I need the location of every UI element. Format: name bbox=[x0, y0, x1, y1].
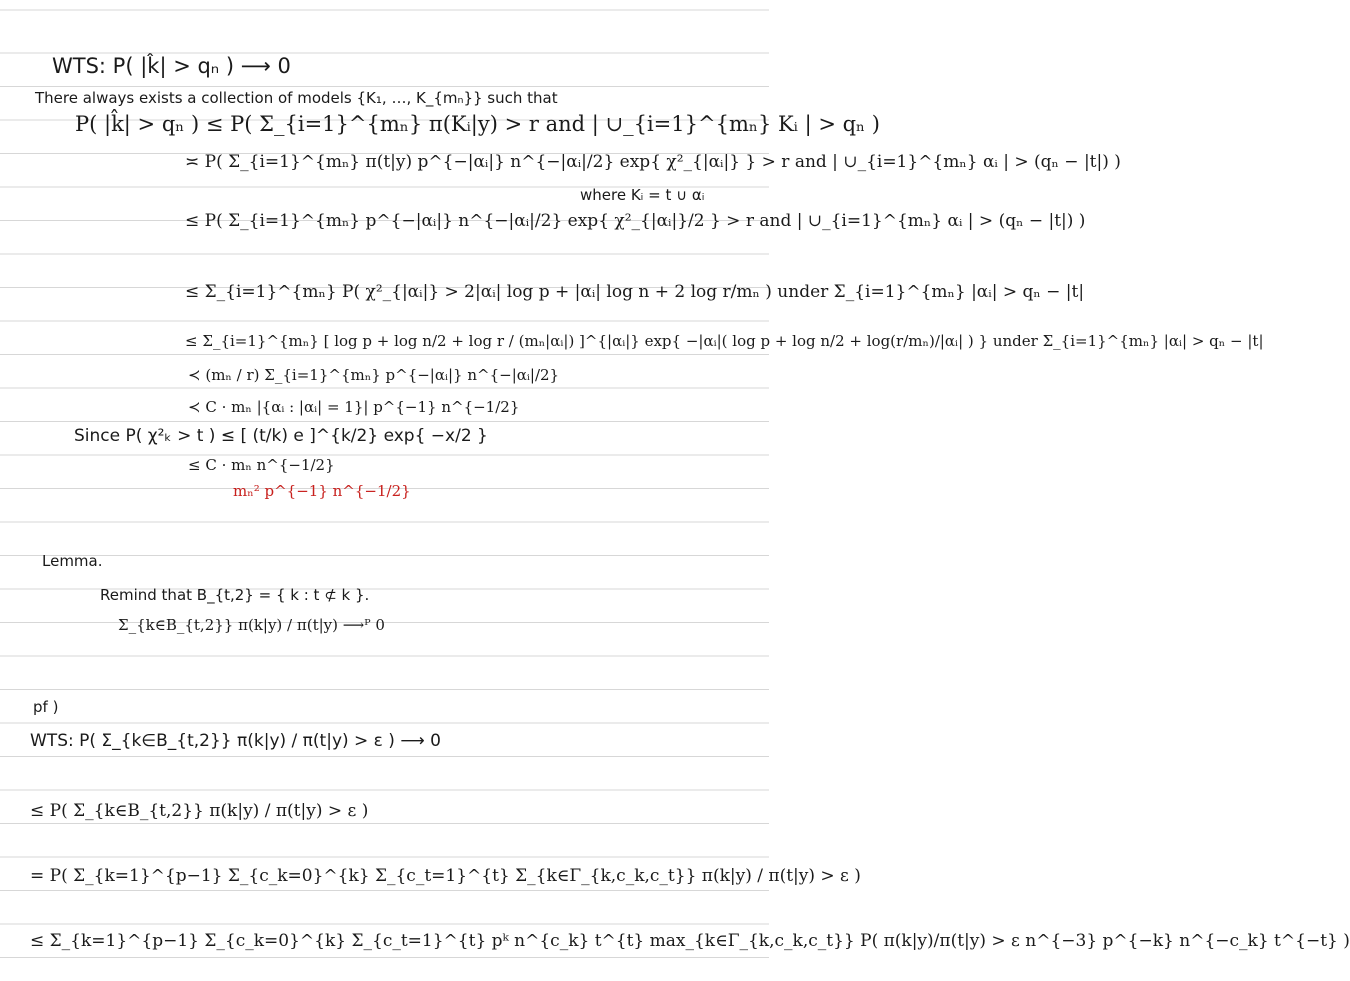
handwritten-line-15: Remind that B_{t,2} = { k : t ⊄ k }. bbox=[100, 586, 370, 604]
handwritten-line-18: WTS: P( Σ_{k∈B_{t,2}} π(k|y) / π(t|y) > ε ) ⟶ 0 bbox=[30, 731, 441, 751]
handwritten-line-16: Σ_{k∈B_{t,2}} π(k|y) / π(t|y) ⟶ᴾ 0 bbox=[118, 616, 385, 634]
handwritten-line-5: where Kᵢ = t ∪ αᵢ bbox=[580, 186, 705, 204]
handwritten-line-21: ≤ Σ_{k=1}^{p−1} Σ_{c_k=0}^{k} Σ_{c_t=1}^{t} pᵏ n^{c_k} t^{t} max_{k∈Γ_{k,c_k,c_t}} P( π(k|y)/π(t|y) > ε n^{−3} p^{−k} n^{−c_k} t^{−t} ) bbox=[30, 931, 1350, 951]
handwritten-line-3: P( |k̂| > qₙ ) ≤ P( Σ_{i=1}^{mₙ} π(Kᵢ|y) > r and | ∪_{i=1}^{mₙ} Kᵢ | > qₙ ) bbox=[75, 112, 880, 136]
handwritten-line-10: ≺ C · mₙ |{αᵢ : |αᵢ| = 1}| p^{−1} n^{−1/2} bbox=[188, 398, 520, 416]
handwritten-line-9: ≺ (mₙ / r) Σ_{i=1}^{mₙ} p^{−|αᵢ|} n^{−|αᵢ|/2} bbox=[188, 366, 560, 384]
handwritten-line-8: ≤ Σ_{i=1}^{mₙ} [ log p + log n/2 + log r / (mₙ|αᵢ|) ]^{|αᵢ|} exp{ −|αᵢ|( log p + log n/2 + log(r/mₙ)/|αᵢ| ) } under Σ_{i=1}^{mₙ} |αᵢ| > qₙ − |t| bbox=[185, 332, 1264, 350]
handwritten-line-19: ≤ P( Σ_{k∈B_{t,2}} π(k|y) / π(t|y) > ε ) bbox=[30, 801, 369, 821]
handwritten-line-11: Since P( χ²ₖ > t ) ≤ [ (t/k) e ]^{k/2} exp{ −x/2 } bbox=[74, 426, 488, 446]
handwritten-line-2: There always exists a collection of models {K₁, …, K_{mₙ}} such that bbox=[35, 89, 558, 107]
handwritten-line-14: Lemma. bbox=[42, 552, 103, 570]
handwritten-line-12: ≤ C · mₙ n^{−1/2} bbox=[188, 456, 335, 474]
handwritten-line-4: ≍ P( Σ_{i=1}^{mₙ} π(t|y) p^{−|αᵢ|} n^{−|αᵢ|/2} exp{ χ²_{|αᵢ|} } > r and | ∪_{i=1}^{mₙ} αᵢ | > (qₙ − |t|) ) bbox=[185, 152, 1121, 172]
handwritten-line-1: WTS: P( |k̂| > qₙ ) ⟶ 0 bbox=[52, 54, 291, 78]
handwritten-line-6: ≤ P( Σ_{i=1}^{mₙ} p^{−|αᵢ|} n^{−|αᵢ|/2} exp{ χ²_{|αᵢ|}/2 } > r and | ∪_{i=1}^{mₙ} αᵢ | > (qₙ − |t|) ) bbox=[185, 211, 1086, 231]
handwritten-line-17: pf ) bbox=[33, 698, 59, 716]
handwritten-line-13: mₙ² p^{−1} n^{−1/2} bbox=[233, 482, 411, 500]
handwritten-line-7: ≤ Σ_{i=1}^{mₙ} P( χ²_{|αᵢ|} > 2|αᵢ| log p + |αᵢ| log n + 2 log r/mₙ ) under Σ_{i=1}^{mₙ} |αᵢ| > qₙ − |t| bbox=[185, 282, 1085, 302]
handwritten-line-20: = P( Σ_{k=1}^{p−1} Σ_{c_k=0}^{k} Σ_{c_t=1}^{t} Σ_{k∈Γ_{k,c_k,c_t}} π(k|y) / π(t|y) > ε ) bbox=[30, 866, 861, 886]
